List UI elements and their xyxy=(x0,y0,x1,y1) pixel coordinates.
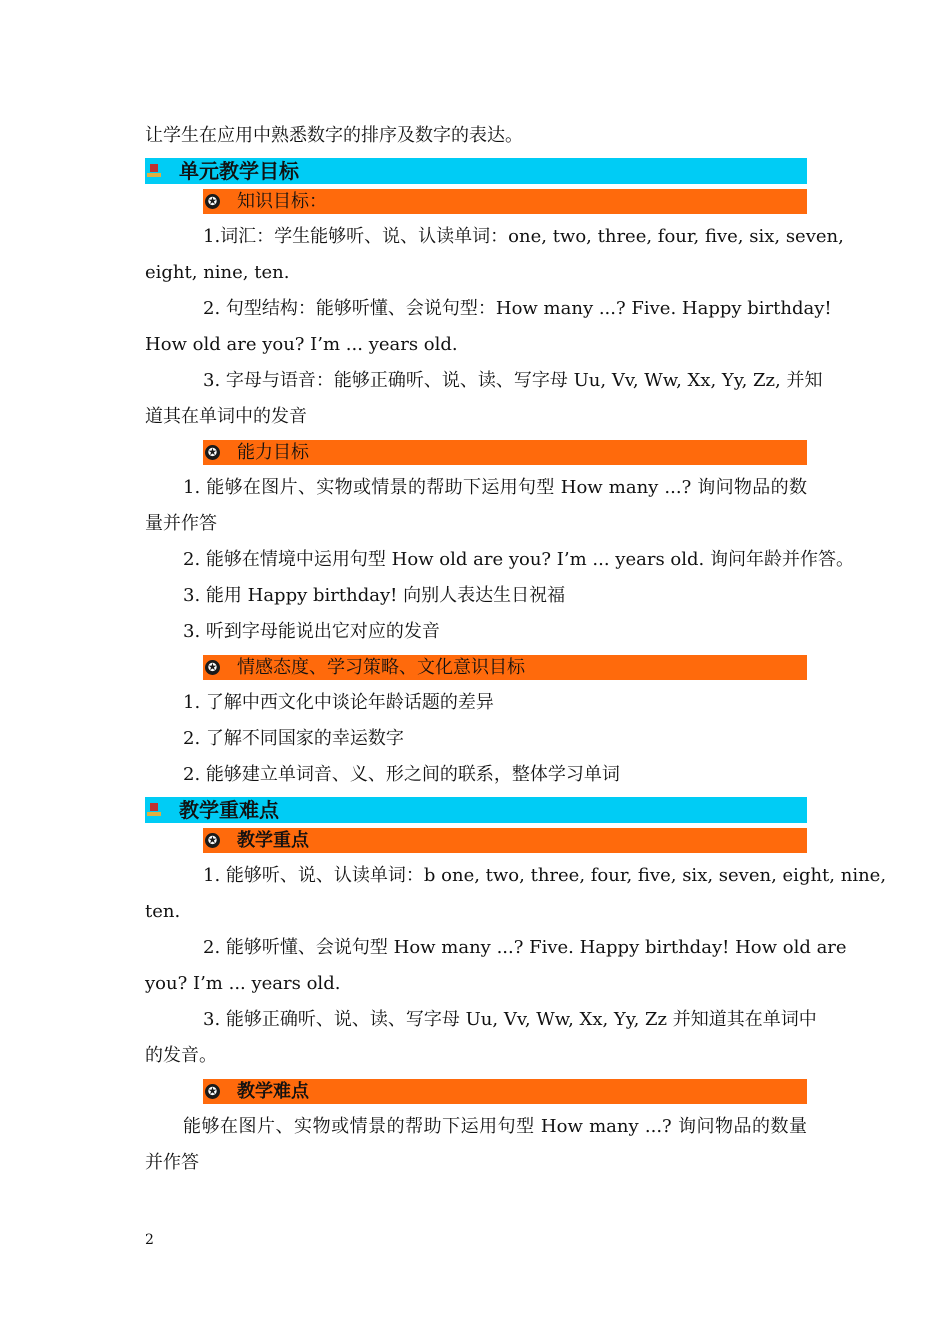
subsection-heading-emotion xyxy=(203,655,807,680)
paragraph-line: 1. 能够在图片、实物或情景的帮助下运用句型 How many ...? 询问物品的数 xyxy=(183,477,807,498)
paragraph-line: 3. 能够正确听、说、读、写字母 Uu, Vv, Ww, Xx, Yy, Zz 并知道其在单词中 xyxy=(203,1009,817,1030)
star-circle-icon: ✪ xyxy=(205,1084,220,1099)
paragraph-line: 2. 句型结构：能够听懂、会说句型：How many ...? Five. Happy birthday! xyxy=(203,298,832,319)
subsection-heading-ability xyxy=(203,440,807,465)
paragraph-line: 1. 能够听、说、认读单词：b one, two, three, four, five, six, seven, eight, nine, xyxy=(203,865,887,886)
document-page xyxy=(145,118,887,1181)
paragraph-line: ten. xyxy=(145,901,181,922)
paragraph-line: 3. 听到字母能说出它对应的发音 xyxy=(183,621,440,642)
book-icon xyxy=(147,803,161,817)
paragraph-line: 3. 字母与语音：能够正确听、说、读、写字母 Uu, Vv, Ww, Xx, Yy, Zz, 并知 xyxy=(203,370,823,391)
paragraph-line: you? I’m ... years old. xyxy=(145,973,341,994)
star-circle-icon: ✪ xyxy=(205,194,220,209)
subsection-title: 教学难点 xyxy=(237,1081,309,1102)
paragraph-line: 2. 能够在情境中运用句型 How old are you? I’m ... years old. 询问年龄并作答。 xyxy=(183,549,854,570)
paragraph-line: 量并作答 xyxy=(145,513,217,534)
intro-text: 让学生在应用中熟悉数字的排序及数字的表达。 xyxy=(145,125,523,146)
paragraph-line: 1.词汇：学生能够听、说、认读单词：one, two, three, four, five, six, seven, xyxy=(203,226,844,247)
paragraph-line: 的发音。 xyxy=(145,1045,217,1066)
star-circle-icon: ✪ xyxy=(205,833,220,848)
paragraph-line: 3. 能用 Happy birthday! 向别人表达生日祝福 xyxy=(183,585,566,606)
section-title: 教学重难点 xyxy=(179,798,279,822)
paragraph-line: How old are you? I’m ... years old. xyxy=(145,334,458,355)
subsection-title: 知识目标： xyxy=(237,191,327,212)
paragraph-line: 2. 能够建立单词音、义、形之间的联系，整体学习单词 xyxy=(183,764,620,785)
section-heading-key-difficult xyxy=(145,797,807,823)
subsection-heading-key-points xyxy=(203,828,807,853)
star-circle-icon: ✪ xyxy=(205,660,220,675)
book-icon xyxy=(147,164,161,178)
subsection-title: 教学重点 xyxy=(237,830,309,851)
paragraph-line: 并作答 xyxy=(145,1152,199,1173)
section-heading-unit-goals xyxy=(145,158,807,184)
paragraph-line: 道其在单词中的发音 xyxy=(145,406,307,427)
paragraph-line: 1. 了解中西文化中谈论年龄话题的差异 xyxy=(183,692,494,713)
star-circle-icon: ✪ xyxy=(205,445,220,460)
paragraph-line: 2. 了解不同国家的幸运数字 xyxy=(183,728,404,749)
subsection-title: 能力目标 xyxy=(237,442,309,463)
subsection-heading-knowledge xyxy=(203,189,807,214)
paragraph-line: eight, nine, ten. xyxy=(145,262,290,283)
subsection-heading-difficult-points xyxy=(203,1079,807,1104)
paragraph-line: 2. 能够听懂、会说句型 How many ...? Five. Happy birthday! How old are xyxy=(203,937,847,958)
subsection-title: 情感态度、学习策略、文化意识目标 xyxy=(237,657,525,678)
page-number: 2 xyxy=(145,1232,154,1248)
section-title: 单元教学目标 xyxy=(179,159,299,183)
paragraph-line: 能够在图片、实物或情景的帮助下运用句型 How many ...? 询问物品的数量 xyxy=(183,1116,807,1137)
